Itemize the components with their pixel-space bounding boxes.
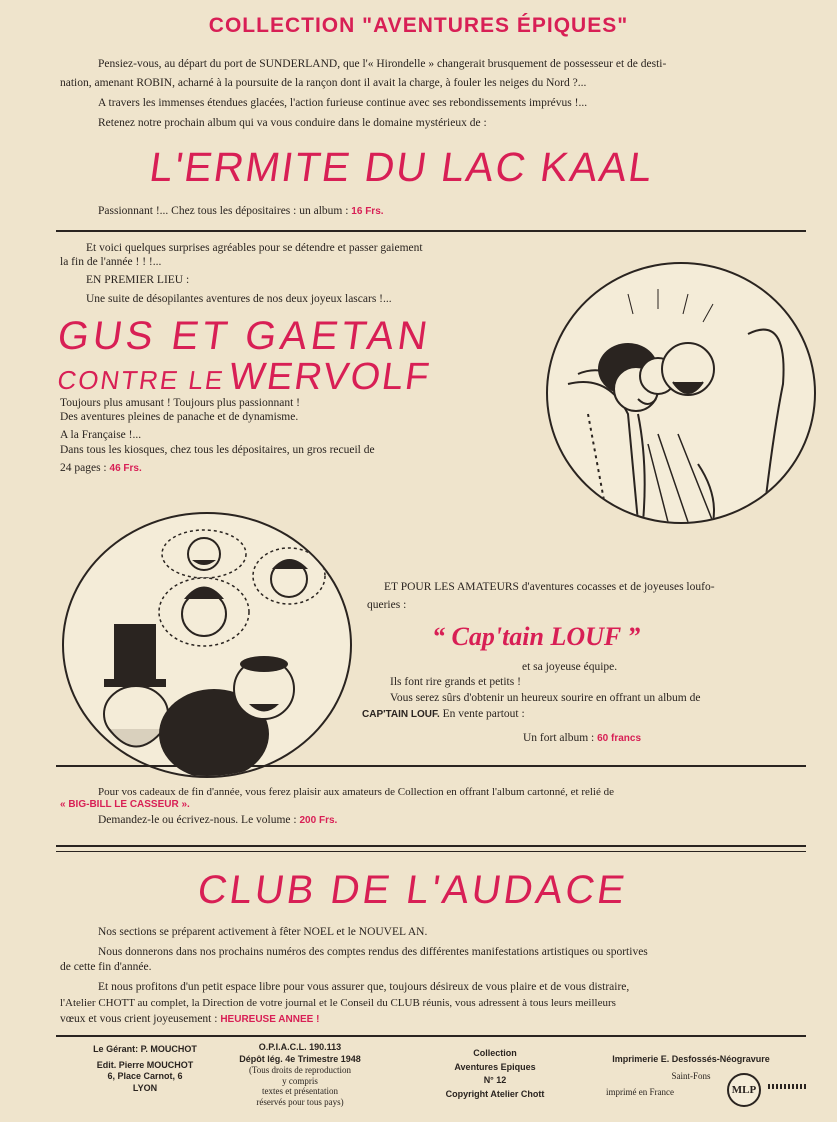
gus-desc-3: A la Française !... [60,429,142,441]
footer-rights-2: y compris [282,1075,318,1086]
gus-intro-2: EN PREMIER LIEU : [86,274,190,286]
gus-intro-3: Une suite de désopilantes aventures de nos deux joyeux lascars !... [86,293,392,305]
louf-name: CAP'TAIN LOUF. [362,709,440,720]
collection-title: COLLECTION "AVENTURES ÉPIQUES" [208,14,629,37]
louf-intro-1b: queries : [367,599,407,611]
gus-desc-5-text: 24 pages : [60,462,107,474]
footer-registration: O.P.I.A.C.L. 190.113 [258,1042,342,1052]
footer-barcode-mark [768,1084,806,1089]
intro-paragraph-1a: Pensiez-vous, au départ du port de SUNDERLAND, que l'« Hirondelle » changerait brusquement de possesseur et de desti- [98,58,667,70]
club-wish: HEUREUSE ANNEE ! [220,1014,320,1025]
footer-editor: Edit. Pierre MOUCHOT [96,1059,194,1070]
gus-gaetan-illustration [546,262,816,524]
footer-deposit: Dépôt lég. 4e Trimestre 1948 [239,1053,361,1064]
divider-4 [56,1035,806,1037]
divider-3 [56,845,806,847]
footer-issue-number: N° 12 [483,1075,507,1085]
club-paragraph-3c [60,1012,319,1027]
louf-price: 60 francs [597,733,642,744]
footer-manager: Le Gérant: P. MOUCHOT [93,1044,197,1054]
gus-gaetan-drawing [548,264,814,522]
gus-title-line-1: GUS ET GAETAN [54,314,434,358]
louf-title: “ Cap'tain LOUF ” [432,622,641,651]
divider-1 [56,230,806,232]
club-paragraph-3a: Et nous profitons d'un petit espace libre pour vous assurer que, toujours désireux de vous plaire et de vous distraire, [98,981,630,993]
ermite-availability [98,204,384,219]
footer-printer-city: Saint-Fons [671,1070,711,1081]
bigbill-line-3 [98,813,337,828]
bigbill-line-3-text: Demandez-le ou écrivez-nous. Le volume : [98,814,297,826]
gus-intro-1a: Et voici quelques surprises agréables pour se détendre et passer gaiement [86,242,423,254]
footer-copyright: Copyright Atelier Chott [445,1088,545,1099]
footer-collection-name: Aventures Epiques [454,1061,536,1072]
club-paragraph-2a: Nous donnerons dans nos prochains numéros des comptes rendus des différentes manifestations artistiques ou sportives [98,946,648,958]
divider-2 [56,765,806,767]
footer-rights-4: réservés pour tous pays) [256,1096,344,1107]
club-paragraph-3b: l'Atelier CHOTT au complet, la Direction de votre journal et le Conseil du CLUB réunis, vous adressent à tous leurs meilleurs [60,997,616,1009]
ermite-title: L'ERMITE DU LAC KAAL [146,144,657,190]
mlp-logo [727,1073,761,1107]
louf-line-5 [523,731,641,746]
intro-paragraph-3: Retenez notre prochain album qui va vous conduire dans le domaine mystérieux de : [98,117,487,129]
gus-title-line-2 [55,356,434,399]
ermite-price: 16 Frs. [351,206,384,217]
footer-collection [420,1048,570,1100]
gus-title-wervolf: WERVOLF [226,356,434,398]
footer-publisher [70,1044,220,1094]
louf-line-2: Ils font rire grands et petits ! [390,676,521,688]
bigbill-price: 200 Frs. [299,815,338,826]
footer-printer-name: Imprimerie E. Desfossés-Néogravure [612,1054,770,1064]
footer-collection-label: Collection [473,1048,517,1058]
louf-intro-1a: ET POUR LES AMATEURS d'aventures cocasses et de joyeuses loufo- [384,581,715,593]
captain-louf-drawing [64,514,350,776]
gus-desc-1: Toujours plus amusant ! Toujours plus passionnant ! [60,397,300,409]
footer-printed-in: imprimé en France [606,1087,674,1097]
club-paragraph-2b: de cette fin d'année. [60,961,152,973]
captain-louf-illustration [62,512,352,778]
gus-title-contre-le: CONTRE LE [55,365,227,395]
club-paragraph-1: Nos sections se préparent activement à fêter NOEL et le NOUVEL AN. [98,926,428,938]
footer-rights-3: textes et présentation [262,1086,338,1096]
gus-intro-1b: la fin de l'année ! ! !... [60,256,162,268]
gus-desc-2: Des aventures pleines de panache et de dynamisme. [60,411,299,423]
club-paragraph-3c-text: vœux et vous crient joyeusement : [60,1013,218,1025]
intro-paragraph-1b: nation, amenant ROBIN, acharné à la poursuite de la rançon dont il avait la charge, à fouler les neiges du Nord ?... [60,77,587,89]
ermite-line-text: Passionnant !... Chez tous les dépositaires : un album : [98,205,349,217]
footer-rights-1: (Tous droits de reproduction [248,1065,352,1075]
louf-line-1: et sa joyeuse équipe. [522,661,618,673]
gus-desc-5 [60,461,142,476]
intro-paragraph-2: A travers les immenses étendues glacées, l'action furieuse continue avec ses rebondissements imprévus !... [98,97,588,109]
bigbill-line-1: Pour vos cadeaux de fin d'année, vous ferez plaisir aux amateurs de Collection en offrant l'album cartonné, et relié de [98,786,614,798]
louf-line-3: Vous serez sûrs d'obtenir un heureux sourire en offrant un album de [390,692,701,704]
mlp-logo-text: MLP [731,1084,757,1096]
louf-line-4 [362,707,525,722]
footer-city: LYON [132,1082,158,1093]
bigbill-title: « BIG-BILL LE CASSEUR ». [60,799,190,810]
gus-price: 46 Frs. [109,463,142,474]
louf-line-4-text: En vente partout : [442,708,525,720]
club-title: CLUB DE L'AUDACE [194,868,631,912]
footer-address: 6, Place Carnot, 6 [107,1071,183,1081]
gus-desc-4: Dans tous les kiosques, chez tous les dépositaires, un gros recueil de [60,444,375,456]
louf-line-5-text: Un fort album : [523,732,595,744]
footer-legal [230,1042,370,1107]
divider-3b [56,851,806,852]
